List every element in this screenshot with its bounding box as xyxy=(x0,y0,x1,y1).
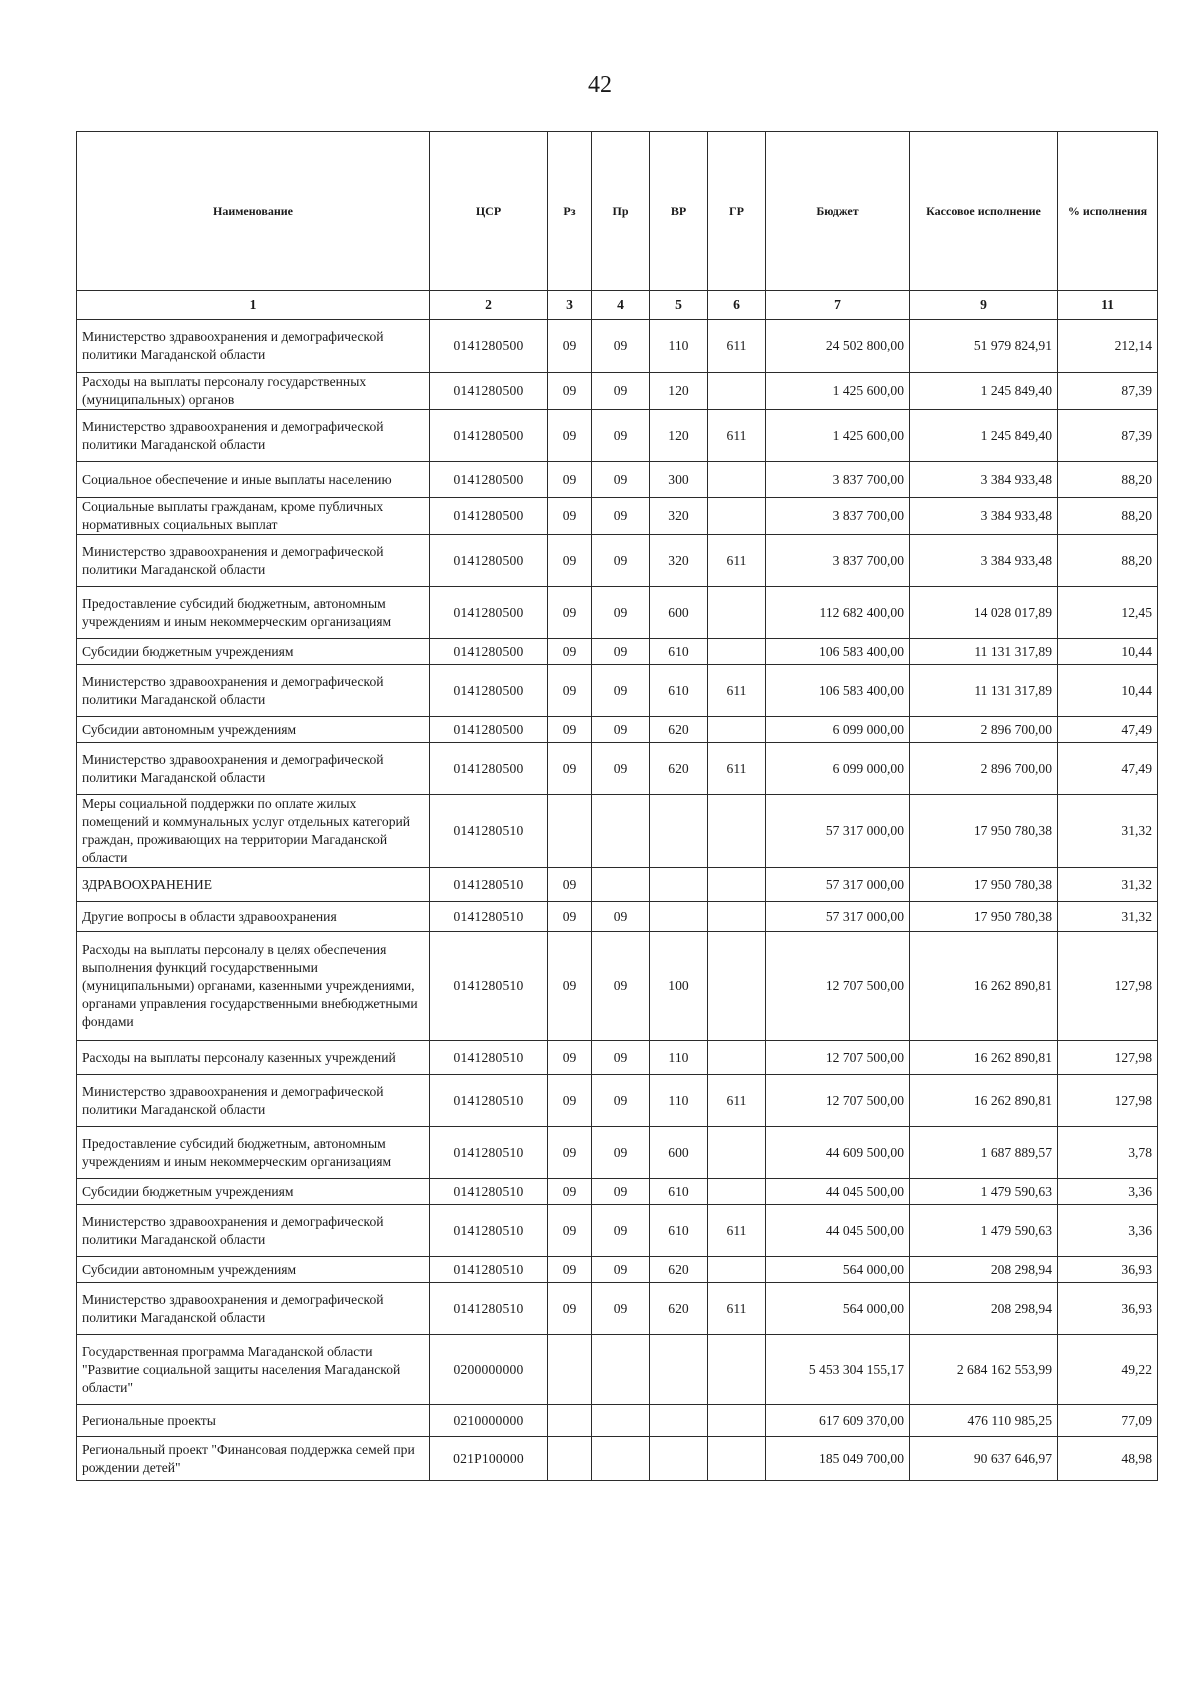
table-row xyxy=(77,932,1158,1041)
table-row xyxy=(77,1335,1158,1405)
row-cash: 3 384 933,48 xyxy=(910,535,1058,587)
row-name: ЗДРАВООХРАНЕНИЕ xyxy=(77,868,430,902)
row-percent: 12,45 xyxy=(1058,587,1158,639)
row-cash: 2 684 162 553,99 xyxy=(910,1335,1058,1405)
row-rz: 09 xyxy=(548,1257,592,1283)
table-row xyxy=(77,1041,1158,1075)
row-rz: 09 xyxy=(548,1041,592,1075)
row-vr: 600 xyxy=(650,587,708,639)
row-name: Региональный проект "Финансовая поддержка семей при рождении детей" xyxy=(77,1437,430,1481)
table-row xyxy=(77,587,1158,639)
row-pr: 09 xyxy=(592,1257,650,1283)
table-row xyxy=(77,410,1158,462)
row-csr: 0141280500 xyxy=(430,462,548,498)
row-percent: 212,14 xyxy=(1058,320,1158,373)
row-rz: 09 xyxy=(548,1283,592,1335)
column-number: 5 xyxy=(650,291,708,320)
row-name: Министерство здравоохранения и демографической политики Магаданской области xyxy=(77,410,430,462)
row-cash: 208 298,94 xyxy=(910,1257,1058,1283)
row-name: Субсидии бюджетным учреждениям xyxy=(77,1179,430,1205)
row-percent: 127,98 xyxy=(1058,1041,1158,1075)
row-budget: 6 099 000,00 xyxy=(766,717,910,743)
row-gr xyxy=(708,587,766,639)
row-pr xyxy=(592,868,650,902)
column-number: 2 xyxy=(430,291,548,320)
row-csr: 0141280510 xyxy=(430,1041,548,1075)
row-name: Министерство здравоохранения и демографической политики Магаданской области xyxy=(77,320,430,373)
row-pr: 09 xyxy=(592,1127,650,1179)
row-gr: 611 xyxy=(708,743,766,795)
row-gr: 611 xyxy=(708,665,766,717)
row-percent: 88,20 xyxy=(1058,498,1158,535)
row-percent: 10,44 xyxy=(1058,665,1158,717)
row-gr xyxy=(708,462,766,498)
row-name: Министерство здравоохранения и демографической политики Магаданской области xyxy=(77,743,430,795)
row-vr: 620 xyxy=(650,1283,708,1335)
row-csr: 0141280500 xyxy=(430,639,548,665)
row-rz: 09 xyxy=(548,410,592,462)
row-cash: 1 245 849,40 xyxy=(910,373,1058,410)
row-gr xyxy=(708,1127,766,1179)
row-name: Меры социальной поддержки по оплате жилых помещений и коммунальных услуг отдельных категорий граждан, проживающих на территории Магаданской области xyxy=(77,795,430,868)
row-gr xyxy=(708,932,766,1041)
row-pr: 09 xyxy=(592,932,650,1041)
row-percent: 127,98 xyxy=(1058,932,1158,1041)
table-row xyxy=(77,462,1158,498)
row-gr: 611 xyxy=(708,1205,766,1257)
row-cash: 17 950 780,38 xyxy=(910,902,1058,932)
row-percent: 88,20 xyxy=(1058,462,1158,498)
row-csr: 0141280500 xyxy=(430,665,548,717)
row-budget: 44 045 500,00 xyxy=(766,1205,910,1257)
row-percent: 31,32 xyxy=(1058,902,1158,932)
row-rz: 09 xyxy=(548,373,592,410)
row-name: Государственная программа Магаданской области "Развитие социальной защиты населения Магаданской области" xyxy=(77,1335,430,1405)
row-percent: 3,36 xyxy=(1058,1179,1158,1205)
row-vr: 110 xyxy=(650,320,708,373)
row-cash: 17 950 780,38 xyxy=(910,795,1058,868)
row-budget: 12 707 500,00 xyxy=(766,1041,910,1075)
row-name: Министерство здравоохранения и демографической политики Магаданской области xyxy=(77,1205,430,1257)
row-percent: 36,93 xyxy=(1058,1283,1158,1335)
row-name: Субсидии автономным учреждениям xyxy=(77,1257,430,1283)
row-pr: 09 xyxy=(592,1041,650,1075)
table-body xyxy=(77,320,1158,1481)
row-vr: 110 xyxy=(650,1075,708,1127)
row-csr: 0141280500 xyxy=(430,498,548,535)
row-pr: 09 xyxy=(592,717,650,743)
row-percent: 87,39 xyxy=(1058,410,1158,462)
row-vr: 110 xyxy=(650,1041,708,1075)
header-vr: ВР xyxy=(650,132,708,291)
row-budget: 185 049 700,00 xyxy=(766,1437,910,1481)
row-rz: 09 xyxy=(548,498,592,535)
row-pr: 09 xyxy=(592,373,650,410)
row-vr xyxy=(650,795,708,868)
row-gr: 611 xyxy=(708,535,766,587)
row-percent: 47,49 xyxy=(1058,717,1158,743)
row-budget: 6 099 000,00 xyxy=(766,743,910,795)
row-pr: 09 xyxy=(592,743,650,795)
row-budget: 44 609 500,00 xyxy=(766,1127,910,1179)
table-row xyxy=(77,498,1158,535)
row-csr: 0141280510 xyxy=(430,795,548,868)
row-rz: 09 xyxy=(548,1075,592,1127)
row-pr: 09 xyxy=(592,902,650,932)
row-gr xyxy=(708,717,766,743)
row-csr: 0141280500 xyxy=(430,410,548,462)
table-row xyxy=(77,743,1158,795)
row-pr: 09 xyxy=(592,498,650,535)
row-csr: 0141280510 xyxy=(430,868,548,902)
column-number: 7 xyxy=(766,291,910,320)
header-rz: Рз xyxy=(548,132,592,291)
row-rz: 09 xyxy=(548,868,592,902)
row-csr: 0141280500 xyxy=(430,320,548,373)
row-budget: 24 502 800,00 xyxy=(766,320,910,373)
row-pr: 09 xyxy=(592,665,650,717)
row-budget: 1 425 600,00 xyxy=(766,373,910,410)
table-row xyxy=(77,1283,1158,1335)
row-budget: 3 837 700,00 xyxy=(766,462,910,498)
table-row xyxy=(77,1179,1158,1205)
row-csr: 0141280500 xyxy=(430,743,548,795)
row-gr xyxy=(708,639,766,665)
row-csr: 0141280510 xyxy=(430,1179,548,1205)
header-pr: Пр xyxy=(592,132,650,291)
row-cash: 16 262 890,81 xyxy=(910,1075,1058,1127)
table-row xyxy=(77,902,1158,932)
row-name: Расходы на выплаты персоналу в целях обеспечения выполнения функций государственными (муниципальными) органами, казенными учреждениями, органами управления государственными внебюджетными фондами xyxy=(77,932,430,1041)
row-budget: 112 682 400,00 xyxy=(766,587,910,639)
budget-table xyxy=(76,131,1158,1481)
row-cash: 16 262 890,81 xyxy=(910,932,1058,1041)
row-budget: 57 317 000,00 xyxy=(766,795,910,868)
row-gr xyxy=(708,1041,766,1075)
row-gr xyxy=(708,795,766,868)
row-csr: 0141280510 xyxy=(430,902,548,932)
row-gr: 611 xyxy=(708,1283,766,1335)
header-csr: ЦСР xyxy=(430,132,548,291)
row-vr xyxy=(650,1335,708,1405)
row-pr: 09 xyxy=(592,1205,650,1257)
row-rz: 09 xyxy=(548,320,592,373)
row-pr xyxy=(592,1335,650,1405)
row-name: Министерство здравоохранения и демографической политики Магаданской области xyxy=(77,1283,430,1335)
row-pr xyxy=(592,1405,650,1437)
row-name: Предоставление субсидий бюджетным, автономным учреждениям и иным некоммерческим организациям xyxy=(77,587,430,639)
row-pr: 09 xyxy=(592,1075,650,1127)
row-name: Министерство здравоохранения и демографической политики Магаданской области xyxy=(77,535,430,587)
header-gr: ГР xyxy=(708,132,766,291)
row-gr xyxy=(708,373,766,410)
row-rz: 09 xyxy=(548,639,592,665)
table-row xyxy=(77,1437,1158,1481)
row-pr: 09 xyxy=(592,1283,650,1335)
row-vr: 320 xyxy=(650,498,708,535)
row-csr: 0141280510 xyxy=(430,1075,548,1127)
row-vr: 620 xyxy=(650,1257,708,1283)
row-vr xyxy=(650,1405,708,1437)
row-rz: 09 xyxy=(548,932,592,1041)
table-row xyxy=(77,320,1158,373)
header-row xyxy=(77,132,1158,291)
row-cash: 2 896 700,00 xyxy=(910,743,1058,795)
row-vr: 620 xyxy=(650,717,708,743)
row-vr: 620 xyxy=(650,743,708,795)
row-gr xyxy=(708,1437,766,1481)
row-percent: 77,09 xyxy=(1058,1405,1158,1437)
row-vr xyxy=(650,1437,708,1481)
row-percent: 31,32 xyxy=(1058,795,1158,868)
table-row xyxy=(77,1257,1158,1283)
row-gr xyxy=(708,1405,766,1437)
row-name: Министерство здравоохранения и демографической политики Магаданской области xyxy=(77,1075,430,1127)
row-cash: 2 896 700,00 xyxy=(910,717,1058,743)
row-rz xyxy=(548,1437,592,1481)
column-number: 4 xyxy=(592,291,650,320)
header-budget: Бюджет xyxy=(766,132,910,291)
row-csr: 0141280500 xyxy=(430,535,548,587)
column-number: 11 xyxy=(1058,291,1158,320)
row-name: Социальные выплаты гражданам, кроме публичных нормативных социальных выплат xyxy=(77,498,430,535)
row-pr: 09 xyxy=(592,462,650,498)
row-name: Расходы на выплаты персоналу государственных (муниципальных) органов xyxy=(77,373,430,410)
row-percent: 3,36 xyxy=(1058,1205,1158,1257)
column-number: 6 xyxy=(708,291,766,320)
table-row xyxy=(77,373,1158,410)
row-rz: 09 xyxy=(548,717,592,743)
row-pr: 09 xyxy=(592,1179,650,1205)
row-budget: 106 583 400,00 xyxy=(766,639,910,665)
row-pr: 09 xyxy=(592,410,650,462)
row-rz: 09 xyxy=(548,743,592,795)
row-name: Региональные проекты xyxy=(77,1405,430,1437)
row-cash: 14 028 017,89 xyxy=(910,587,1058,639)
row-pr xyxy=(592,795,650,868)
row-csr: 0210000000 xyxy=(430,1405,548,1437)
row-vr: 610 xyxy=(650,639,708,665)
row-budget: 44 045 500,00 xyxy=(766,1179,910,1205)
row-vr: 610 xyxy=(650,1205,708,1257)
row-percent: 49,22 xyxy=(1058,1335,1158,1405)
row-name: Министерство здравоохранения и демографической политики Магаданской области xyxy=(77,665,430,717)
row-cash: 208 298,94 xyxy=(910,1283,1058,1335)
row-cash: 1 687 889,57 xyxy=(910,1127,1058,1179)
row-vr xyxy=(650,902,708,932)
row-cash: 16 262 890,81 xyxy=(910,1041,1058,1075)
row-gr xyxy=(708,1257,766,1283)
table-row xyxy=(77,639,1158,665)
row-csr: 0141280510 xyxy=(430,1127,548,1179)
row-budget: 1 425 600,00 xyxy=(766,410,910,462)
header-name: Наименование xyxy=(77,132,430,291)
row-cash: 476 110 985,25 xyxy=(910,1405,1058,1437)
column-number-row xyxy=(77,291,1158,320)
row-percent: 88,20 xyxy=(1058,535,1158,587)
row-csr: 0141280500 xyxy=(430,717,548,743)
row-budget: 12 707 500,00 xyxy=(766,1075,910,1127)
row-vr: 610 xyxy=(650,665,708,717)
row-rz xyxy=(548,1335,592,1405)
column-number: 9 xyxy=(910,291,1058,320)
row-name: Другие вопросы в области здравоохранения xyxy=(77,902,430,932)
row-csr: 0141280510 xyxy=(430,932,548,1041)
row-percent: 36,93 xyxy=(1058,1257,1158,1283)
column-number: 3 xyxy=(548,291,592,320)
row-budget: 106 583 400,00 xyxy=(766,665,910,717)
row-csr: 0141280510 xyxy=(430,1257,548,1283)
row-gr xyxy=(708,1179,766,1205)
row-vr: 320 xyxy=(650,535,708,587)
row-csr: 0141280510 xyxy=(430,1283,548,1335)
column-number: 1 xyxy=(77,291,430,320)
row-pr: 09 xyxy=(592,320,650,373)
row-percent: 87,39 xyxy=(1058,373,1158,410)
row-vr xyxy=(650,868,708,902)
row-pr: 09 xyxy=(592,535,650,587)
row-cash: 3 384 933,48 xyxy=(910,462,1058,498)
row-budget: 5 453 304 155,17 xyxy=(766,1335,910,1405)
row-gr xyxy=(708,902,766,932)
table-row xyxy=(77,868,1158,902)
row-budget: 3 837 700,00 xyxy=(766,498,910,535)
row-gr: 611 xyxy=(708,410,766,462)
row-rz xyxy=(548,795,592,868)
row-gr xyxy=(708,1335,766,1405)
row-cash: 1 479 590,63 xyxy=(910,1179,1058,1205)
row-cash: 11 131 317,89 xyxy=(910,665,1058,717)
row-name: Субсидии бюджетным учреждениям xyxy=(77,639,430,665)
row-name: Субсидии автономным учреждениям xyxy=(77,717,430,743)
row-percent: 31,32 xyxy=(1058,868,1158,902)
row-pr: 09 xyxy=(592,587,650,639)
table-row xyxy=(77,535,1158,587)
row-rz: 09 xyxy=(548,1205,592,1257)
row-vr: 120 xyxy=(650,410,708,462)
table-row xyxy=(77,1205,1158,1257)
row-pr xyxy=(592,1437,650,1481)
row-gr xyxy=(708,498,766,535)
row-cash: 3 384 933,48 xyxy=(910,498,1058,535)
row-vr: 120 xyxy=(650,373,708,410)
row-pr: 09 xyxy=(592,639,650,665)
row-budget: 57 317 000,00 xyxy=(766,868,910,902)
row-gr: 611 xyxy=(708,320,766,373)
row-percent: 48,98 xyxy=(1058,1437,1158,1481)
row-csr: 0141280510 xyxy=(430,1205,548,1257)
row-budget: 57 317 000,00 xyxy=(766,902,910,932)
row-cash: 1 245 849,40 xyxy=(910,410,1058,462)
table-row xyxy=(77,1075,1158,1127)
row-percent: 47,49 xyxy=(1058,743,1158,795)
page-number: 42 xyxy=(588,72,612,98)
table-row xyxy=(77,1127,1158,1179)
row-rz xyxy=(548,1405,592,1437)
row-gr: 611 xyxy=(708,1075,766,1127)
row-percent: 10,44 xyxy=(1058,639,1158,665)
row-vr: 100 xyxy=(650,932,708,1041)
row-rz: 09 xyxy=(548,1179,592,1205)
row-csr: 021P100000 xyxy=(430,1437,548,1481)
table-row xyxy=(77,665,1158,717)
row-name: Социальное обеспечение и иные выплаты населению xyxy=(77,462,430,498)
row-name: Предоставление субсидий бюджетным, автономным учреждениям и иным некоммерческим организациям xyxy=(77,1127,430,1179)
row-rz: 09 xyxy=(548,462,592,498)
row-vr: 600 xyxy=(650,1127,708,1179)
row-percent: 127,98 xyxy=(1058,1075,1158,1127)
row-cash: 1 479 590,63 xyxy=(910,1205,1058,1257)
row-rz: 09 xyxy=(548,587,592,639)
row-csr: 0141280500 xyxy=(430,587,548,639)
row-vr: 610 xyxy=(650,1179,708,1205)
row-rz: 09 xyxy=(548,1127,592,1179)
row-vr: 300 xyxy=(650,462,708,498)
row-csr: 0200000000 xyxy=(430,1335,548,1405)
row-cash: 51 979 824,91 xyxy=(910,320,1058,373)
header-percent: % исполнения xyxy=(1058,132,1158,291)
row-budget: 3 837 700,00 xyxy=(766,535,910,587)
row-rz: 09 xyxy=(548,665,592,717)
row-budget: 564 000,00 xyxy=(766,1283,910,1335)
row-cash: 11 131 317,89 xyxy=(910,639,1058,665)
header-cash: Кассовое исполнение xyxy=(910,132,1058,291)
row-budget: 564 000,00 xyxy=(766,1257,910,1283)
row-gr xyxy=(708,868,766,902)
row-cash: 90 637 646,97 xyxy=(910,1437,1058,1481)
row-cash: 17 950 780,38 xyxy=(910,868,1058,902)
row-budget: 12 707 500,00 xyxy=(766,932,910,1041)
row-csr: 0141280500 xyxy=(430,373,548,410)
row-rz: 09 xyxy=(548,535,592,587)
row-percent: 3,78 xyxy=(1058,1127,1158,1179)
row-name: Расходы на выплаты персоналу казенных учреждений xyxy=(77,1041,430,1075)
row-budget: 617 609 370,00 xyxy=(766,1405,910,1437)
row-rz: 09 xyxy=(548,902,592,932)
table-row xyxy=(77,1405,1158,1437)
table-row xyxy=(77,717,1158,743)
table-row xyxy=(77,795,1158,868)
